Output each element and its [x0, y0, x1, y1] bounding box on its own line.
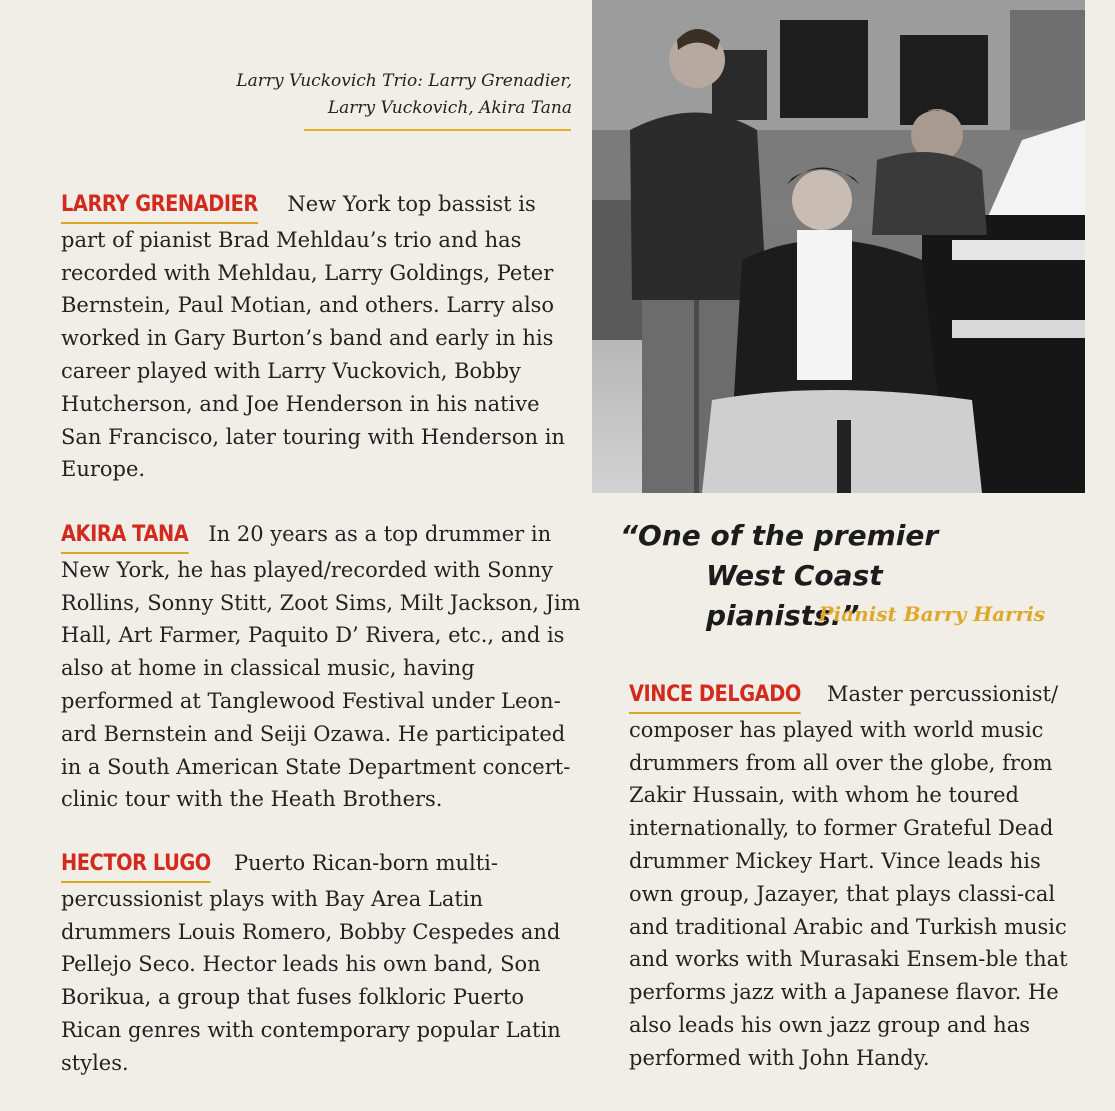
bio-text: Master percussionist/ composer has played with world music drummers from all over the globe, from Zakir Hussain, with whom he toured internationally, to former Grateful Dead drummer Mickey Hart. Vince leads his own group, Jazayer, that plays classi-cal and traditional Arabic and Turkish music and works with Murasaki Ensem-ble that performs jazz with a Japanese flavor. He also leads his own jazz group and has performed with John Handy. [629, 682, 1068, 1070]
caption-line-1: Larry Vuckovich Trio: Larry Grenadier, [236, 71, 572, 91]
bio-larry-grenadier [61, 188, 581, 486]
quote-line-2: West Coast pianists.” [706, 559, 883, 632]
photo-caption [236, 68, 572, 122]
bio-name: AKIRA TANA [61, 519, 188, 554]
bio-vince-delgado [629, 678, 1079, 1075]
caption-divider [304, 129, 571, 131]
bio-text: In 20 years as a top drummer in New York, he has played/recorded with Sonny Rollins, Sonny Stitt, Zoot Sims, Milt Jackson, Jim Hall, Art Farmer, Paquito D’ Rivera, etc., and is also at home in classical music, having performed at Tanglewood Festival under Leon-ard Bernstein and Seiji Ozawa. He participated in a South American State Department concert-clinic tour with the Heath Brothers. [61, 522, 581, 812]
bio-text: Puerto Rican-born multi-percussionist plays with Bay Area Latin drummers Louis Romero, Bobby Cespedes and Pellejo Seco. Hector leads his own band, Son Borikua, a group that fuses folkloric Puerto Rican genres with contemporary popular Latin styles. [61, 851, 561, 1075]
bio-name: VINCE DELGADO [629, 679, 801, 714]
bio-akira-tana [61, 518, 581, 816]
trio-photo [592, 0, 1085, 493]
bio-name: LARRY GRENADIER [61, 189, 258, 224]
caption-line-2: Larry Vuckovich, Akira Tana [327, 98, 572, 118]
trio-photo-icon [592, 0, 1085, 493]
bio-name: HECTOR LUGO [61, 848, 211, 883]
bio-hector-lugo [61, 847, 561, 1080]
bio-text: New York top bassist is part of pianist Brad Mehldau’s trio and has recorded with Mehldau, Larry Goldings, Peter Bernstein, Paul Motian, and others. Larry also worked in Gary Burton’s band and early in his career played with Larry Vuckovich, Bobby Hutcherson, and Joe Henderson in his native San Francisco, later touring with Henderson in Europe. [61, 192, 565, 482]
quote-line-1: “One of the premier [620, 519, 939, 552]
quote-attribution: Pianist Barry Harris [818, 602, 1045, 626]
